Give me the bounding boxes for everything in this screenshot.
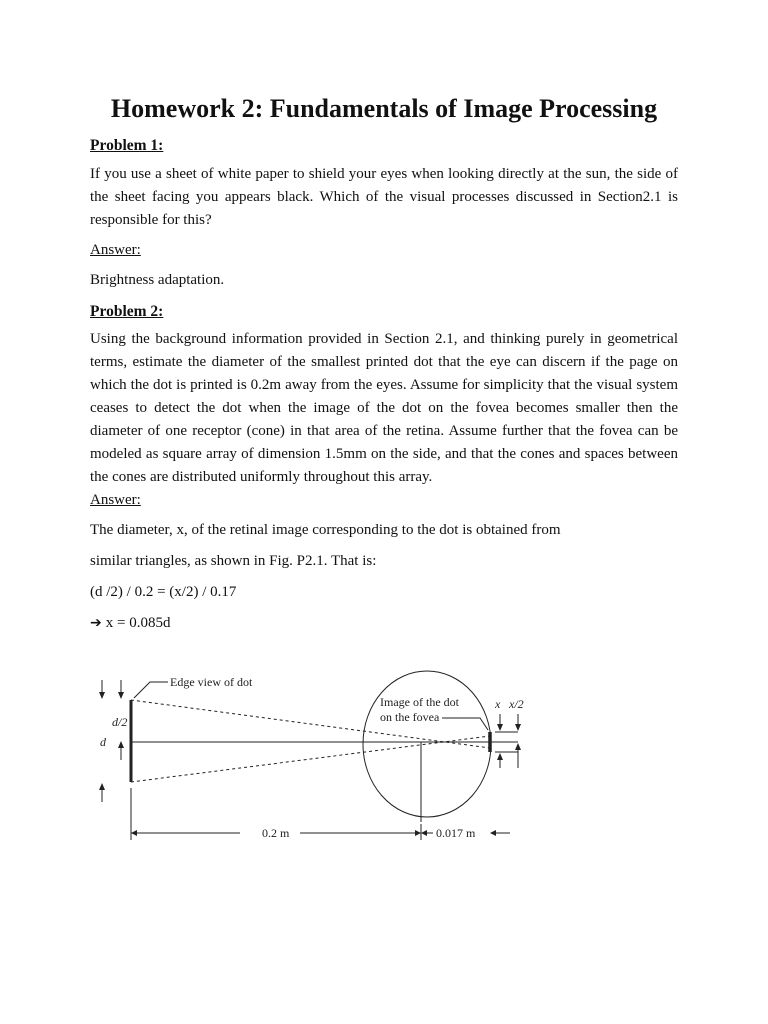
distance-label-1: 0.2 m: [262, 826, 290, 840]
d-half-label: d/2: [112, 715, 128, 729]
fovea-label-2: on the fovea: [380, 710, 440, 724]
problem1-text: If you use a sheet of white paper to shield your eyes when looking directly at the sun, the side of the sheet facing you appears black. Which of the visual processes discussed in Section2.1 is responsible for this?: [90, 166, 678, 228]
d-label: d: [100, 735, 106, 749]
right-arrow-icon: ➔: [90, 615, 102, 631]
problem2-heading: Problem 2:: [90, 303, 164, 320]
problem1-heading: Problem 1:: [90, 137, 164, 154]
page-title: Homework 2: Fundamentals of Image Processing: [110, 94, 658, 123]
fovea-label-1: Image of the dot: [380, 695, 459, 709]
edge-label-leader: [134, 682, 168, 698]
similar-triangles-figure: [90, 664, 550, 854]
edge-view-label: Edge view of dot: [170, 675, 253, 689]
x-label: x: [495, 697, 501, 711]
problem1-answer-label: Answer:: [90, 242, 141, 258]
x-half-label: x/2: [509, 697, 524, 711]
problem2-equation: (d /2) / 0.2 = (x/2) / 0.17: [90, 584, 237, 600]
problem2-answer-line1: The diameter, x, of the retinal image corresponding to the dot is obtained from: [90, 522, 561, 538]
problem2-answer-label: Answer:: [90, 492, 141, 508]
problem2-result: [90, 613, 170, 633]
problem2-result-text: x = 0.085d: [105, 615, 171, 631]
fovea-label-leader: [442, 718, 488, 730]
distance-label-2: 0.017 m: [436, 826, 476, 840]
problem2-answer-line2: similar triangles, as shown in Fig. P2.1. That is:: [90, 553, 377, 569]
problem1-answer: Brightness adaptation.: [90, 272, 225, 288]
lower-ray: [131, 736, 490, 782]
problem2-text: Using the background information provided in Section 2.1, and thinking purely in geometrical terms, estimate the diameter of the smallest printed dot that the eye can discern if the page on which the dot is printed is 0.2m away from the eyes. Assume for simplicity that the visual system ceases to detect the dot when the image of the dot on the fovea becomes smaller then the diameter of one receptor (cone) in that area of the retina. Assume further that the fovea can be modeled as square array of dimension 1.5mm on the side, and that the cones and spaces between the cones are distributed uniformly throughout this array.: [90, 331, 678, 485]
eyeball-outline: [363, 671, 491, 817]
